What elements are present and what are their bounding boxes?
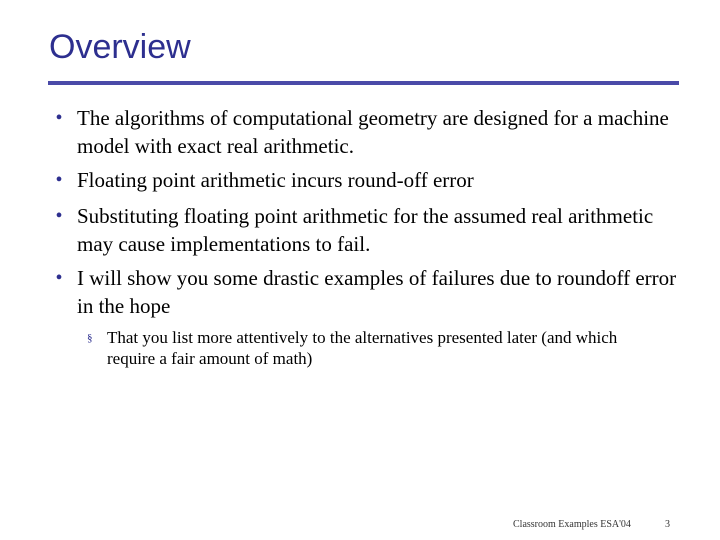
sub-bullet-text: That you list more attentively to the alternatives presented later (and which require a fair amount of math) <box>107 328 618 368</box>
sub-bullet-marker: § <box>87 332 93 344</box>
footer-label: Classroom Examples ESA'04 <box>513 519 631 530</box>
title-divider <box>48 81 679 85</box>
bullet-marker: • <box>55 205 63 227</box>
page-number: 3 <box>665 519 670 530</box>
bullet-marker: • <box>55 169 63 191</box>
slide-title: Overview <box>49 28 191 66</box>
bullet-marker: • <box>55 267 63 289</box>
bullet-text: I will show you some drastic examples of failures due to roundoff error in the hope <box>77 266 677 318</box>
bullet-item <box>49 264 679 320</box>
bullet-item <box>49 202 679 258</box>
bullet-text: Substituting floating point arithmetic for the assumed real arithmetic may cause implementations to fail. <box>77 204 654 256</box>
bullet-marker: • <box>55 107 63 129</box>
bullet-text: Floating point arithmetic incurs round-off error <box>77 168 474 192</box>
bullet-text: The algorithms of computational geometry are designed for a machine model with exact real arithmetic. <box>77 106 669 158</box>
bullet-item <box>49 104 679 160</box>
bullet-item <box>49 166 679 194</box>
